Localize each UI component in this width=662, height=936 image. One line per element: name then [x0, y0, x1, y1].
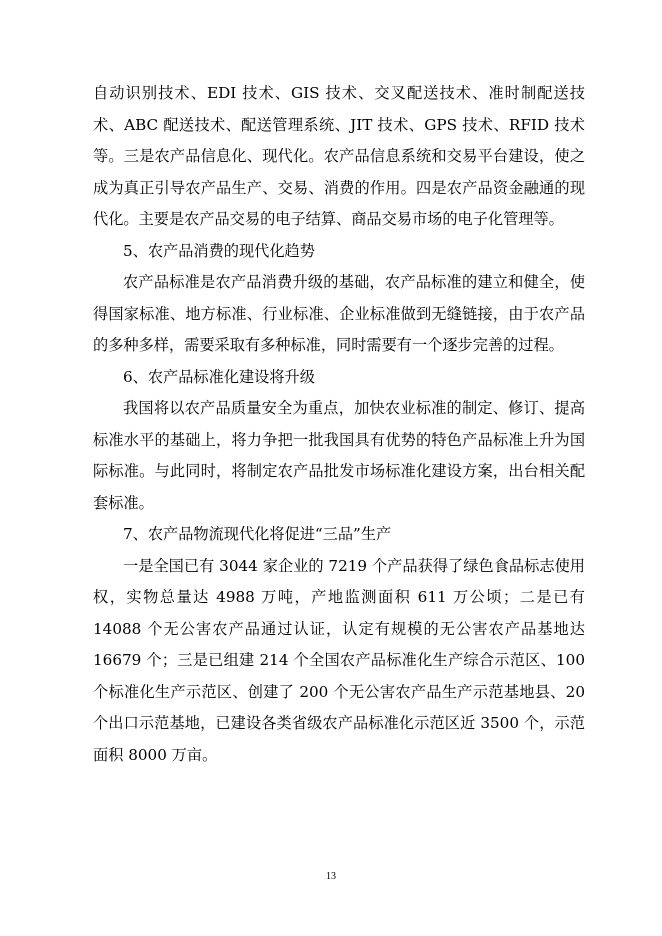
paragraph-standardization: 我国将以农产品质量安全为重点，加快农业标准的制定、修订、提高标准水平的基础上，将力争把一批我国具有优势的特色产品标准上升为国际标准。与此同时，将制定农产品批发市场标准化建设方案，出台相关配套标准。: [93, 399, 585, 512]
section-heading-7: 7、农产品物流现代化将促进“三品”生产: [123, 525, 392, 543]
paragraph-continuation: 自动识别技术、EDI 技术、GIS 技术、交叉配送技术、准时制配送技术、ABC 配送技术、配送管理系统、JIT 技术、GPS 技术、RFID 技术等。三是农产品信息化、现代化。农产品信息系统和交易平台建设，使之成为真正引导农产品生产、交易、消费的作用。四是农产品资金融通的现代化。主要是农产品交易的电子结算、商品交易市场的电子化管理等。: [93, 84, 585, 228]
section-heading-6: 6、农产品标准化建设将升级: [123, 367, 315, 386]
document-body: [93, 78, 585, 771]
paragraph-consumption: 农产品标准是农产品消费升级的基础，农产品标准的建立和健全，使得国家标准、地方标准、行业标准、企业标准做到无缝链接，由于农产品的多种多样，需要采取有多种标准，同时需要有一个逐步完善的过程。: [93, 273, 585, 354]
paragraph-three-products: 一是全国已有 3044 家企业的 7219 个产品获得了绿色食品标志使用权，实物总量达 4988 万吨，产地监测面积 611 万公顷；二是已有 14088 个无公害农产品通过认证，认定有规模的无公害农产品基地达 16679 个；三是已组建 214 个全国农产品标准化生产综合示范区、100 个标准化生产示范区、创建了 200 个无公害农产品生产示范基地县、20 个出口示范基地，已建设各类省级农产品标准化示范区近 3500 个，示范面积 8000 万亩。: [93, 556, 585, 764]
page-number: 13: [326, 871, 336, 882]
section-heading-5: 5、农产品消费的现代化趋势: [123, 241, 315, 260]
